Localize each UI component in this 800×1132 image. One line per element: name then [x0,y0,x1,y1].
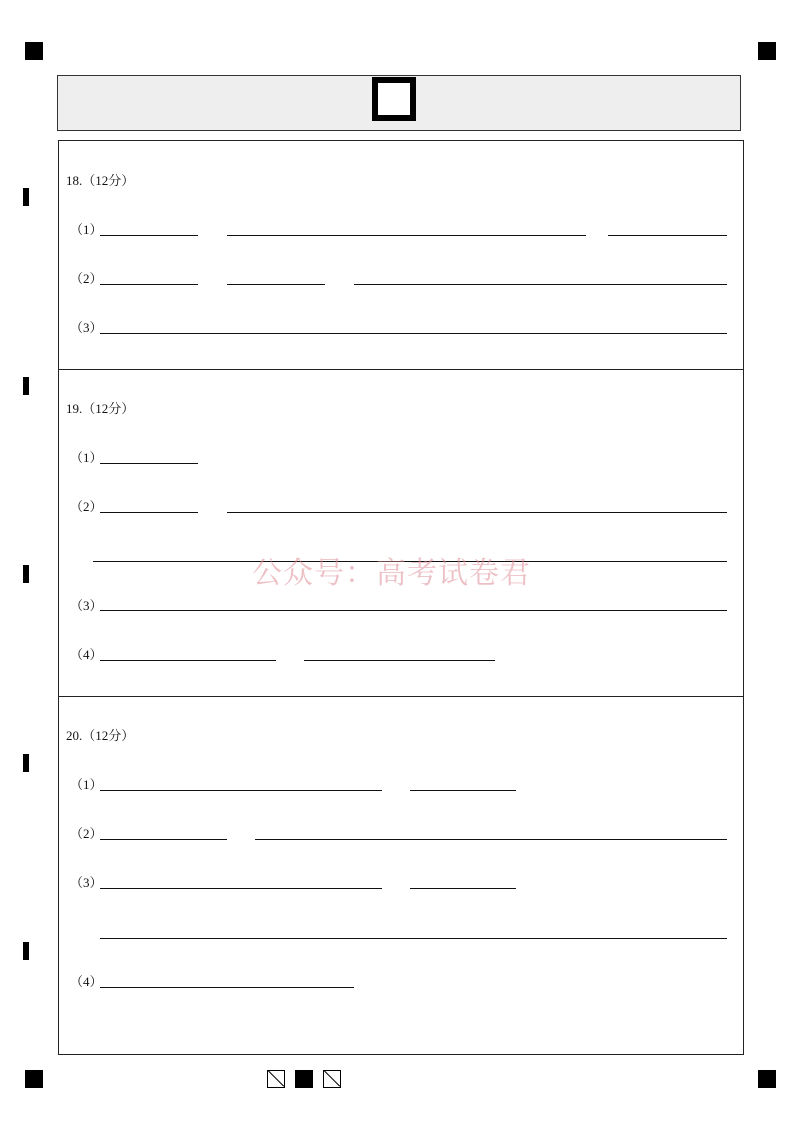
q20-3-blank-b[interactable] [410,888,516,889]
q19-3-blank[interactable] [100,610,727,611]
q18-1-blank-b[interactable] [227,235,586,236]
page-code-slash-box [267,1070,285,1088]
corner-mark-top-right [758,42,776,60]
q20-part-2-label: （2） [70,826,103,841]
q18-2-blank-a[interactable] [100,284,198,285]
q19-4-blank-b[interactable] [304,660,495,661]
q20-part-1-label: （1） [70,777,103,792]
question-19-title: 19.（12分） [66,401,135,416]
q18-part-2-label: （2） [70,271,103,286]
page-code-solid-box [295,1070,313,1088]
timing-mark [23,377,29,395]
q20-3-blank-a[interactable] [100,888,382,889]
page-code-slash-box [323,1070,341,1088]
q20-1-blank-a[interactable] [100,790,382,791]
timing-mark [23,754,29,772]
timing-mark [23,565,29,583]
q19-4-blank-a[interactable] [100,660,276,661]
q18-part-1-label: （1） [70,222,103,237]
timing-mark [23,942,29,960]
q20-2-blank-b[interactable] [255,839,727,840]
q19-2-blank-a[interactable] [100,512,198,513]
q18-part-3-label: （3） [70,320,103,335]
q19-1-blank[interactable] [100,463,198,464]
q18-1-blank-a[interactable] [100,235,198,236]
corner-mark-bottom-left [25,1070,43,1088]
q18-2-blank-c[interactable] [354,284,727,285]
timing-mark [23,188,29,206]
question-20-title: 20.（12分） [66,728,135,743]
q20-2-blank-a[interactable] [100,839,227,840]
corner-mark-bottom-right [758,1070,776,1088]
q18-3-blank[interactable] [100,333,727,334]
q19-part-3-label: （3） [70,598,103,613]
q18-1-blank-c[interactable] [608,235,727,236]
q19-part-1-label: （1） [70,450,103,465]
q20-part-3-label: （3） [70,875,103,890]
q20-4-blank[interactable] [100,987,354,988]
q20-part-4-label: （4） [70,974,103,989]
header-square-mark [372,77,416,121]
question-19-section [58,369,744,697]
q19-part-2-label: （2） [70,499,103,514]
question-20-section [58,696,744,1055]
question-18-title: 18.（12分） [66,173,135,188]
corner-mark-top-left [25,42,43,60]
watermark-text: 公众号：高考试卷君 [252,556,531,591]
q19-part-4-label: （4） [70,647,103,662]
q20-1-blank-b[interactable] [410,790,516,791]
q19-2-blank-b[interactable] [227,512,727,513]
q20-3-blank-c[interactable] [100,938,727,939]
q18-2-blank-b[interactable] [227,284,325,285]
question-18-section [58,140,744,370]
